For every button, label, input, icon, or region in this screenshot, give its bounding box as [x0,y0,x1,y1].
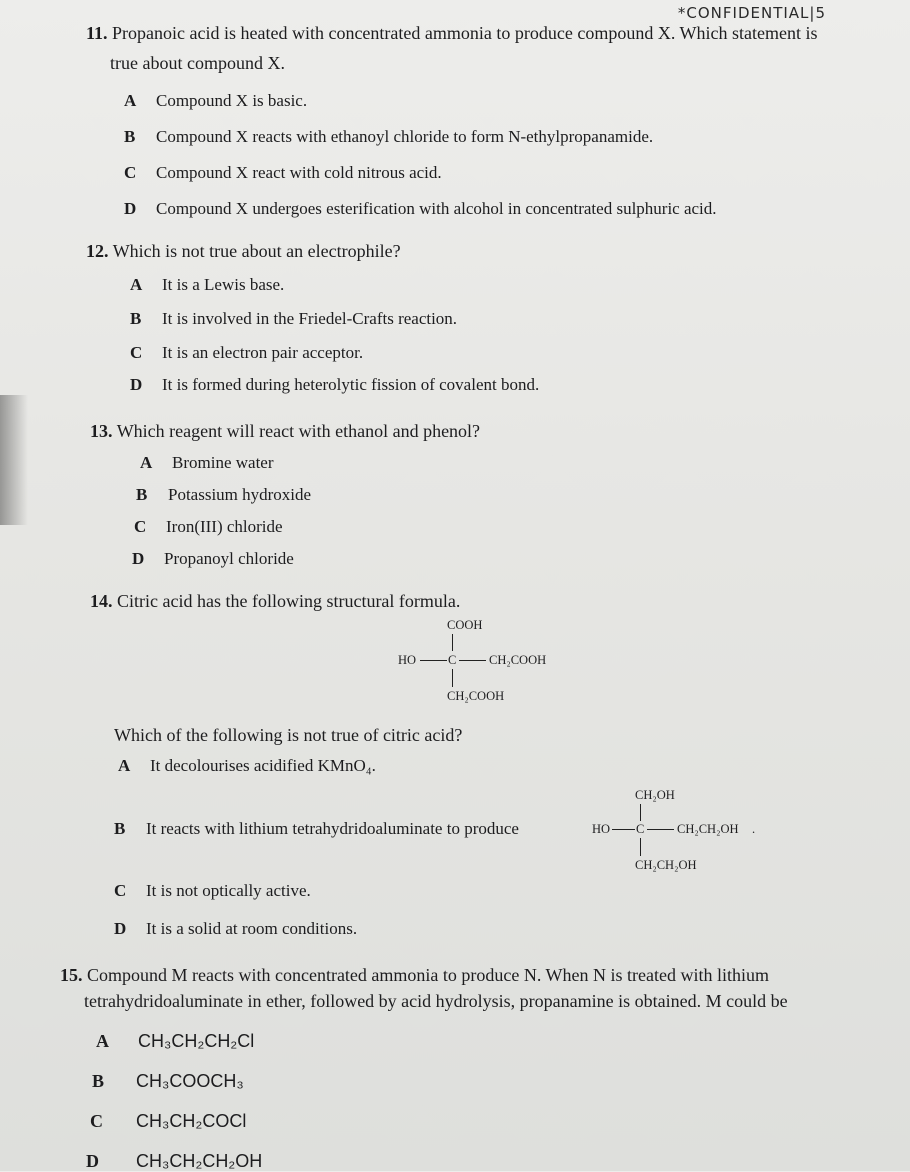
option-letter: D [86,1151,99,1171]
option-letter: C [124,163,137,182]
q15-number: 15. [60,965,83,985]
option-letter: A [124,91,137,110]
q13-option-b[interactable] [136,484,311,506]
option-letter: A [130,275,143,294]
product-central-carbon: C [636,822,645,836]
structure-left-group: HO [398,653,417,667]
option-text: Compound X is basic. [156,91,308,110]
structure-central-carbon: C [448,653,457,667]
q12-number-stem [86,240,401,262]
q15-stem-line2: tetrahydridoaluminate in ether, followed by acid hydrolysis, propanamine is obtained. M could be [84,991,788,1011]
structure-right-group: CH₂COOH [489,653,547,667]
q15-stem-line1: Compound M reacts with concentrated ammonia to produce N. When N is treated with lithium [87,965,770,985]
q14-question: Which of the following is not true of citric acid? [114,725,463,745]
option-formula: CH₃CH₂COCl [136,1111,247,1131]
q11-number-stem1 [86,22,817,44]
option-text: Compound X react with cold nitrous acid. [156,163,442,182]
structure-top-group: COOH [447,618,483,632]
q11-number: 11. [86,23,108,43]
product-left-group: HO [592,822,611,836]
option-letter: D [114,919,127,938]
option-letter: A [96,1031,109,1051]
option-text: It is a Lewis base. [162,275,285,294]
bond-vertical-top [452,634,453,651]
q13-stem: Which reagent will react with ethanol and phenol? [116,421,481,441]
q15-option-c[interactable] [90,1110,246,1132]
option-letter: B [130,309,142,328]
q13-option-a[interactable] [140,452,274,474]
q12-option-c[interactable] [130,342,363,364]
q11-stem-line2: true about compound X. [110,53,285,73]
q14-option-b[interactable] [114,818,519,840]
option-text: Potassium hydroxide [168,485,312,504]
option-letter: B [92,1071,105,1091]
product-top-group: CH₂OH [635,788,675,802]
option-letter: A [140,453,153,472]
option-formula: CH₃CH₂CH₂Cl [138,1031,255,1051]
option-text: It is involved in the Friedel-Crafts reaction. [162,309,458,328]
product-bottom-group: CH₂CH₂OH [635,858,697,872]
option-text: Propanoyl chloride [164,549,294,568]
bond-vertical-bottom [640,838,641,856]
q11-option-c[interactable] [124,162,442,184]
option-text: It reacts with lithium tetrahydridoaluminate to produce [146,819,519,838]
q12-number: 12. [86,241,109,261]
option-formula: CH₃COOCH₃ [136,1071,244,1091]
option-text: Bromine water [172,453,274,472]
option-letter: C [130,343,143,362]
q14-number-stem [90,590,460,612]
q13-option-c[interactable] [134,516,283,538]
q14-option-a[interactable] [118,755,376,777]
q11-option-b[interactable] [124,126,653,148]
q11-option-d[interactable] [124,198,717,220]
option-text: It is an electron pair acceptor. [162,343,364,362]
q12-stem: Which is not true about an electrophile? [112,241,401,261]
bond-horizontal-left [612,829,635,830]
q14-number: 14. [90,591,113,611]
option-formula: CH₃CH₂CH₂OH [136,1151,263,1171]
bond-horizontal-right [647,829,674,830]
q13-number-stem [90,420,480,442]
q11-stem-line1: Propanoic acid is heated with concentrated ammonia to produce compound X. Which statement is [112,23,818,43]
q13-option-d[interactable] [132,548,294,570]
q15-option-b[interactable] [92,1070,244,1092]
option-letter: B [136,485,148,504]
product-right-group: CH₂CH₂OH [677,822,739,836]
option-letter: D [124,199,137,218]
page-edge-shadow [0,395,28,525]
option-letter: D [130,375,143,394]
option-text: It decolourises acidified KMnO₄. [150,756,376,775]
option-text: Iron(III) chloride [166,517,283,536]
q12-option-a[interactable] [130,274,284,296]
option-letter: B [114,819,126,838]
q11-option-a[interactable] [124,90,307,112]
confidential-header: *CONFIDENTIAL|5 [677,4,826,22]
q13-number: 13. [90,421,113,441]
option-letter: B [124,127,136,146]
option-text: It is a solid at room conditions. [146,919,358,938]
q15-option-a[interactable] [96,1030,254,1052]
q15-option-d[interactable] [86,1150,262,1172]
bond-vertical-top [640,804,641,821]
option-letter: D [132,549,145,568]
bond-vertical-bottom [452,669,453,687]
q14-option-c[interactable] [114,880,311,902]
q12-option-d[interactable] [130,374,539,396]
structure-bottom-group: CH₂COOH [447,689,505,703]
option-text: It is formed during heterolytic fission of covalent bond. [162,375,540,394]
option-text: Compound X undergoes esterification with alcohol in concentrated sulphuric acid. [156,199,717,218]
option-letter: A [118,756,131,775]
q12-option-b[interactable] [130,308,457,330]
q14-option-d[interactable] [114,918,357,940]
bond-horizontal-right [459,660,486,661]
option-text: Compound X reacts with ethanoyl chloride to form N-ethylpropanamide. [156,127,654,146]
option-text: It is not optically active. [146,881,311,900]
q14-stem: Citric acid has the following structural formula. [117,591,461,611]
option-letter: C [90,1111,103,1131]
bond-horizontal-left [420,660,447,661]
option-letter: C [114,881,127,900]
option-letter: C [134,517,147,536]
product-tail-period: . [752,822,756,836]
q15-number-stem1 [60,964,769,986]
